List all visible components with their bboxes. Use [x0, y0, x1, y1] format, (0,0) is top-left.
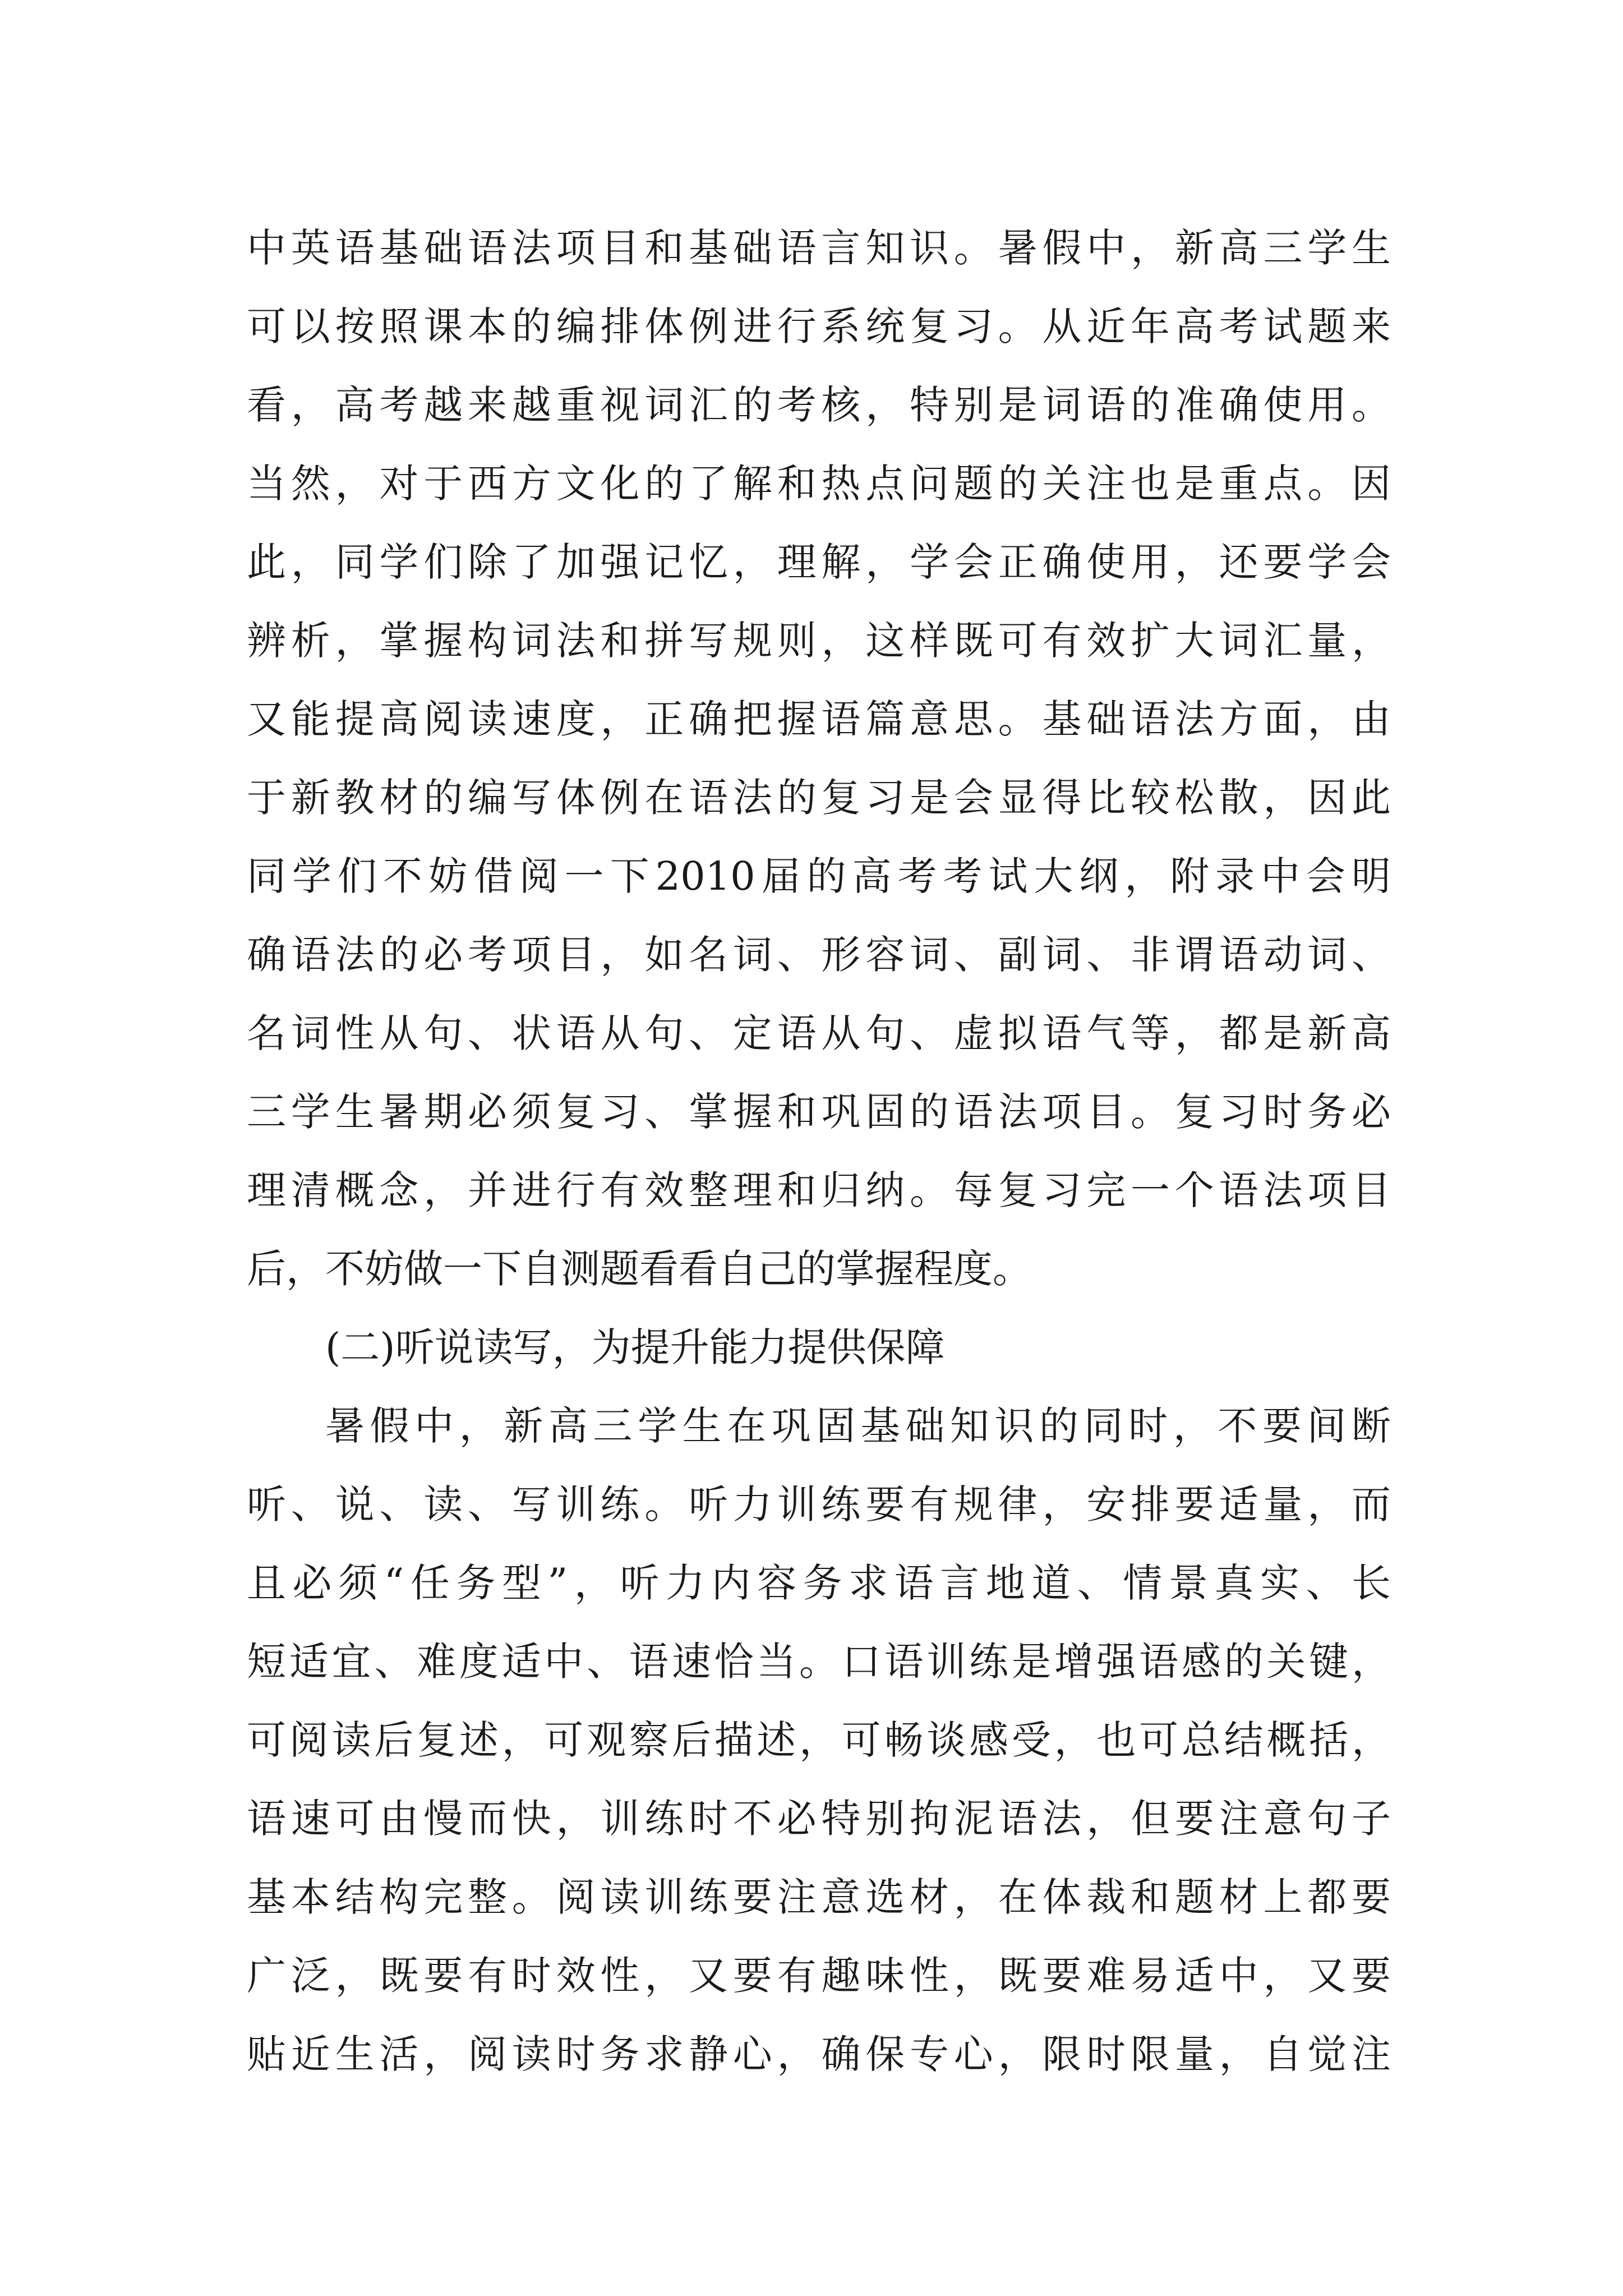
text-line: 辨析，掌握构词法和拼写规则，这样既可有效扩大词汇量， — [247, 618, 1391, 664]
text-line: 且必须“任务型”，听力内容务求语言地道、情景真实、长 — [247, 1560, 1391, 1606]
text-line: 中英语基础语法项目和基础语言知识。暑假中，新高三学生 — [247, 225, 1391, 271]
text-line: 同学们不妨借阅一下2010届的高考考试大纲，附录中会明 — [247, 853, 1391, 899]
text-line: 听、说、读、写训练。听力训练要有规律，安排要适量，而 — [247, 1481, 1391, 1527]
text-line: 可以按照课本的编排体例进行系统复习。从近年高考试题来 — [247, 303, 1391, 349]
text-line: 暑假中，新高三学生在巩固基础知识的同时，不要间断 — [325, 1403, 1391, 1449]
text-line: 此，同学们除了加强记忆，理解，学会正确使用，还要学会 — [247, 539, 1391, 585]
text-line: 基本结构完整。阅读训练要注意选材，在体裁和题材上都要 — [247, 1874, 1391, 1920]
text-line: 可阅读后复述，可观察后描述，可畅谈感受，也可总结概括， — [247, 1717, 1391, 1763]
text-line: 理清概念，并进行有效整理和归纳。每复习完一个语法项目 — [247, 1167, 1391, 1213]
text-line: 广泛，既要有时效性，又要有趣味性，既要难易适中，又要 — [247, 1953, 1391, 1999]
section-heading: (二)听说读写，为提升能力提供保障 — [325, 1324, 945, 1370]
text-line: 当然，对于西方文化的了解和热点问题的关注也是重点。因 — [247, 461, 1391, 507]
text-line: 短适宜、难度适中、语速恰当。口语训练是增强语感的关键， — [247, 1639, 1391, 1685]
text-line: 又能提高阅读速度，正确把握语篇意思。基础语法方面，由 — [247, 696, 1391, 742]
text-line: 语速可由慢而快，训练时不必特别拘泥语法，但要注意句子 — [247, 1796, 1391, 1842]
text-line: 于新教材的编写体例在语法的复习是会显得比较松散，因此 — [247, 775, 1391, 821]
text-line: 三学生暑期必须复习、掌握和巩固的语法项目。复习时务必 — [247, 1089, 1391, 1135]
text-line: 确语法的必考项目，如名词、形容词、副词、非谓语动词、 — [247, 932, 1391, 978]
body-text — [247, 209, 1391, 2093]
text-line: 看，高考越来越重视词汇的考核，特别是词语的准确使用。 — [247, 382, 1391, 428]
text-line: 后，不妨做一下自测题看看自己的掌握程度。 — [247, 1246, 1032, 1292]
text-line: 名词性从句、状语从句、定语从句、虚拟语气等，都是新高 — [247, 1010, 1391, 1056]
text-line: 贴近生活，阅读时务求静心，确保专心，限时限量，自觉注 — [247, 2031, 1391, 2077]
